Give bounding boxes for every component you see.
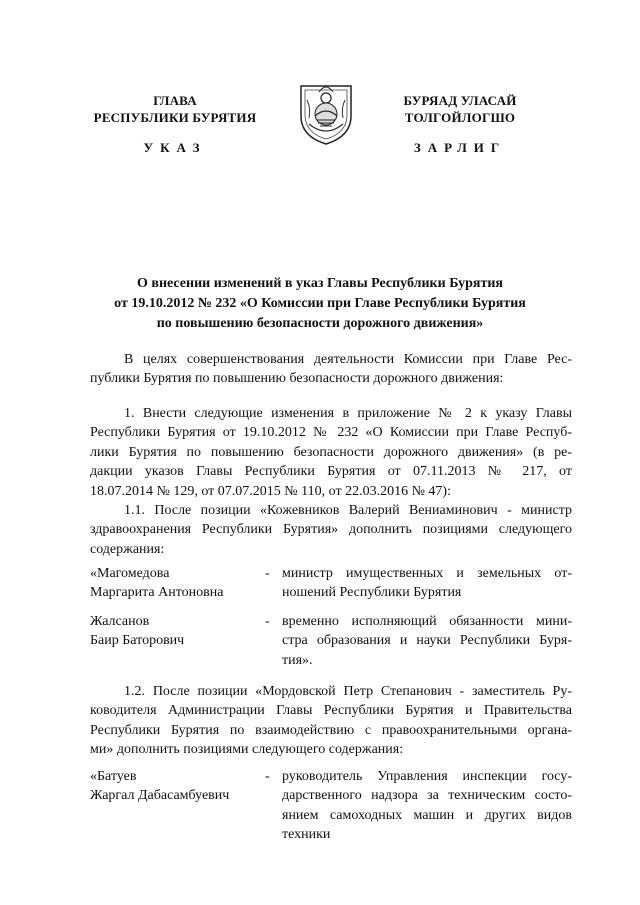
- member-position-line: янием самоходных машин и других видов: [282, 807, 572, 823]
- member-name-line: Жалсанов: [90, 614, 150, 629]
- member-name: [90, 564, 265, 603]
- header-right-line1: БУРЯАД УЛАСАЙ: [403, 93, 517, 108]
- member-name-line: «Магомедова: [90, 566, 170, 581]
- member-position-line: министр имущественных и земельных от-: [282, 566, 572, 581]
- paragraph-line: содержания:: [90, 541, 165, 557]
- paragraph-line: Республики Бурятия по взаимодействию с правоохранительными органа-: [90, 722, 572, 738]
- paragraph-line: дакции указов Главы Республики Бурятия от 07.11.2013 № 217, от: [90, 464, 572, 480]
- preamble-paragraph: [90, 350, 572, 389]
- header-left-line1: ГЛАВА: [153, 93, 197, 108]
- paragraph-line: Республики Бурятия от 19.10.2012 № 232 «О Комиссии при Главе Респуб-: [90, 425, 572, 441]
- document-title: [70, 274, 570, 334]
- member-dash: -: [265, 566, 270, 581]
- member-position-line: тия».: [282, 652, 313, 668]
- paragraph-line: 1. Внести следующие изменения в приложение № 2 к указу Главы: [124, 406, 572, 421]
- item-1-paragraph: [90, 404, 572, 501]
- member-name-line: Маргарита Антоновна: [90, 585, 224, 601]
- header-right: [360, 92, 560, 126]
- paragraph-line: ми» дополнить позициями следующего содержания:: [90, 742, 404, 758]
- member-position: [282, 612, 572, 670]
- member-dash: -: [265, 614, 270, 629]
- paragraph-line: лики Бурятия по повышению безопасности дорожного движения» (в ре-: [90, 444, 572, 460]
- member-position-line: стра образования и науки Республики Буря-: [282, 633, 572, 649]
- member-dash: -: [265, 769, 270, 784]
- paragraph-line: 18.07.2014 № 129, от 07.07.2015 № 110, от 22.03.2016 № 47):: [90, 483, 451, 499]
- member-name: [90, 767, 265, 806]
- member-position-line: руководитель Управления инспекции госу-: [282, 769, 572, 784]
- paragraph-line: 1.1. После позиции «Кожевников Валерий Вениаминович - министр: [124, 503, 572, 518]
- member-position-line: дарственного надзора за техническим состо-: [282, 788, 572, 804]
- coat-of-arms-icon: [297, 80, 355, 146]
- header-right-line2: ТОЛГОЙЛОГШО: [404, 110, 516, 125]
- member-position: [282, 767, 572, 845]
- item-1-1-paragraph: [90, 501, 572, 559]
- member-name-line: Баир Баторович: [90, 633, 185, 649]
- member-name-line: «Батуев: [90, 769, 137, 784]
- title-line: от 19.10.2012 № 232 «О Комиссии при Главе Республики Бурятия: [114, 296, 526, 311]
- paragraph-line: ководителя Администрации Главы Республики Бурятия и Правительства: [90, 703, 572, 719]
- member-position-line: временно исполняющий обязанности мини-: [282, 614, 572, 629]
- paragraph-line: В целях совершенствования деятельности Комиссии при Главе Рес-: [124, 352, 572, 367]
- member-position-line: техники: [282, 827, 331, 843]
- member-position: [282, 564, 572, 603]
- member-position-line: ношений Республики Бурятия: [282, 585, 462, 601]
- title-line: О внесении изменений в указ Главы Республики Бурятия: [137, 276, 503, 291]
- paragraph-line: 1.2. После позиции «Мордовской Петр Степанович - заместитель Ру-: [124, 684, 572, 699]
- title-line: по повышению безопасности дорожного движения»: [156, 316, 484, 331]
- header-left: [75, 92, 275, 126]
- paragraph-line: публики Бурятия по повышению безопасности дорожного движения:: [90, 371, 504, 387]
- member-name: [90, 612, 265, 651]
- header-left-line2: РЕСПУБЛИКИ БУРЯТИЯ: [93, 110, 257, 125]
- item-1-2-paragraph: [90, 682, 572, 760]
- document-type-right: ЗАРЛИГ: [413, 140, 507, 155]
- member-name-line: Жаргал Дабасамбуевич: [90, 788, 230, 804]
- document-type-left: УКАЗ: [143, 140, 207, 155]
- paragraph-line: здравоохранения Республики Бурятия» дополнить позициями следующего: [90, 522, 572, 538]
